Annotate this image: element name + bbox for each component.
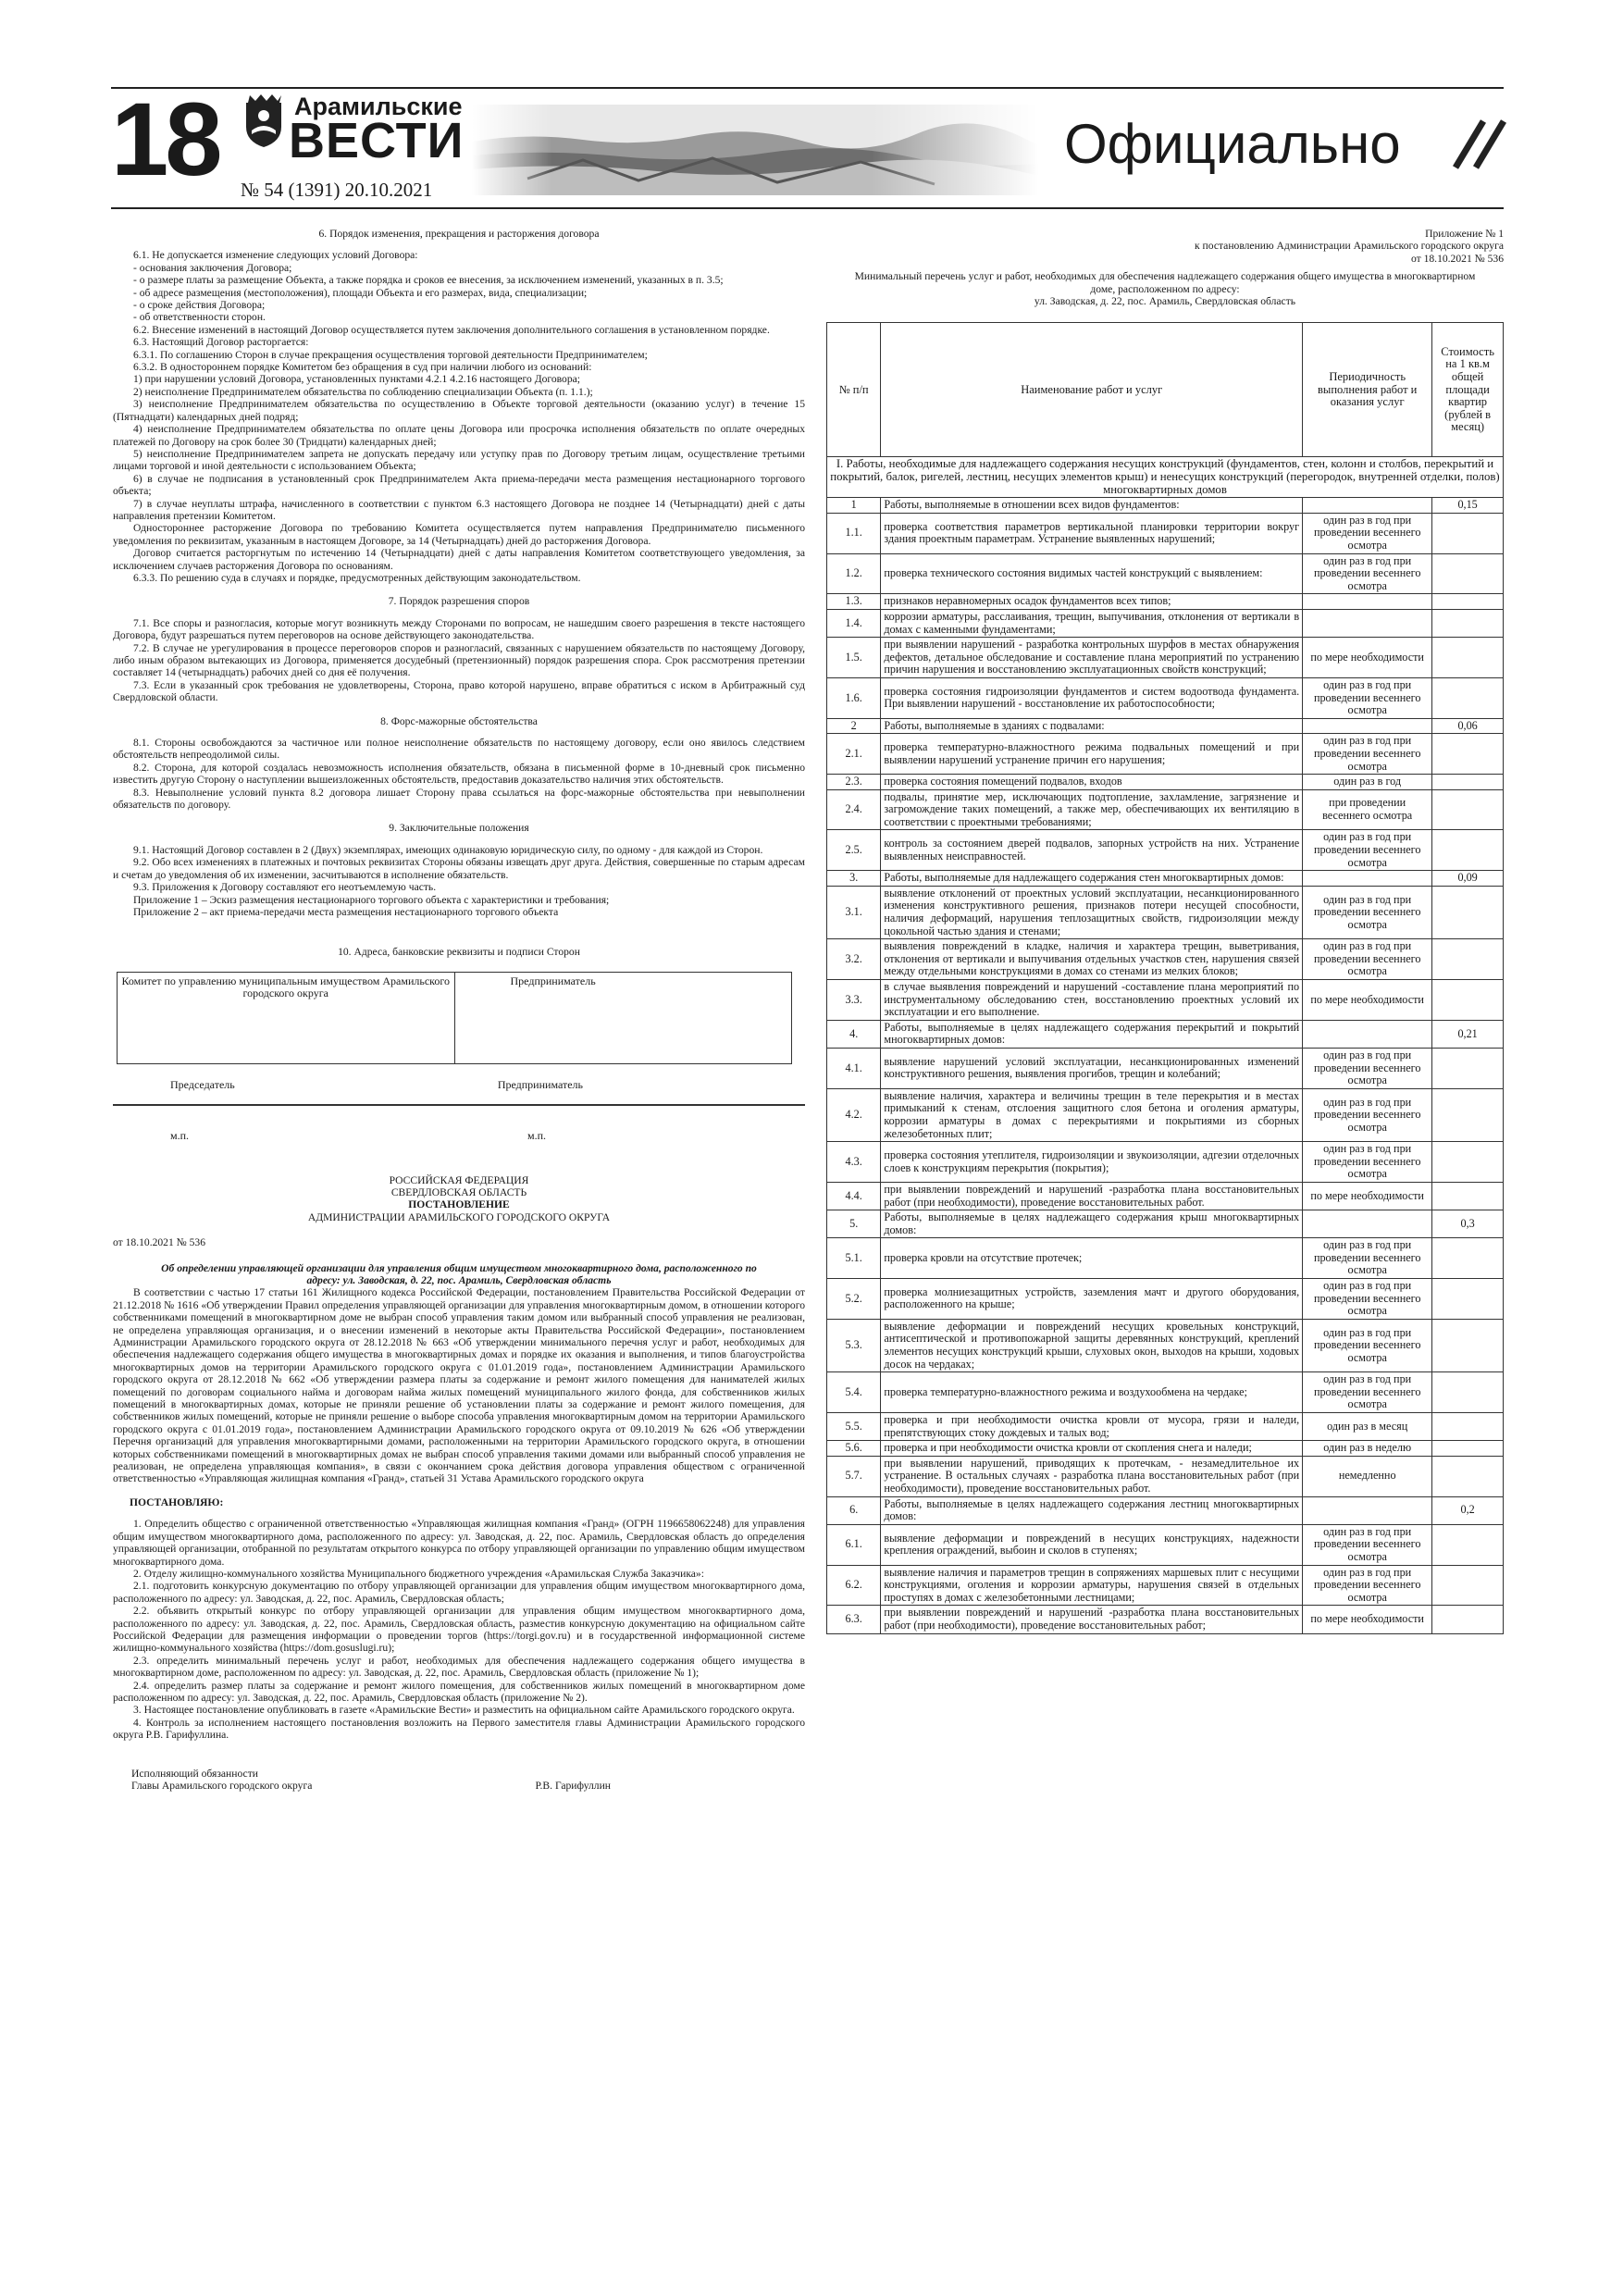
cell-number: 3.2. bbox=[827, 939, 881, 980]
cell-periodicity: один раз в год bbox=[1303, 775, 1432, 790]
cell-periodicity: один раз в год при проведении весеннего осмотра bbox=[1303, 886, 1432, 938]
table-row bbox=[827, 1088, 1504, 1141]
cell-cost bbox=[1432, 789, 1504, 830]
cell-periodicity: по мере необходимости bbox=[1303, 980, 1432, 1021]
cell-number: 1.4. bbox=[827, 609, 881, 637]
decree-resolve: ПОСТАНОВЛЯЮ: bbox=[130, 1496, 224, 1508]
cell-name: проверка состояния утеплителя, гидроизоляции и звукоизоляции, адгезии отделочных слоев к конструкциям перекрытия (покрытия); bbox=[881, 1142, 1303, 1183]
section-8-body bbox=[113, 737, 805, 811]
cell-cost bbox=[1432, 830, 1504, 871]
cell-name: Работы, выполняемые для надлежащего содержания стен многоквартирных домов: bbox=[881, 871, 1303, 887]
cell-periodicity: один раз в год при проведении весеннего осмотра bbox=[1303, 677, 1432, 718]
cell-number: 5.6. bbox=[827, 1441, 881, 1457]
seal-label-left: м.п. bbox=[170, 1129, 190, 1143]
cell-cost bbox=[1432, 609, 1504, 637]
cell-cost bbox=[1432, 775, 1504, 790]
section-10-title: 10. Адреса, банковские реквизиты и подписи Сторон bbox=[338, 946, 580, 959]
cell-periodicity bbox=[1303, 1020, 1432, 1048]
cell-number: 2 bbox=[827, 718, 881, 734]
decree-date: от 18.10.2021 № 536 bbox=[113, 1236, 206, 1249]
cell-periodicity: один раз в год при проведении весеннего осмотра bbox=[1303, 1238, 1432, 1279]
paragraph: 9.2. Обо всех изменениях в платежных и почтовых реквизитах Стороны обязаны извещать друг друга. Действия, совершенные по старым адресам и счетам до уведомления об их изменении, засчитываются в исполнение обязательств. bbox=[113, 856, 805, 881]
paragraph: 8.2. Сторона, для которой создалась невозможность исполнения обязательств, обязана в письменной форме в 10-дневный срок письменно известить другую Сторону о наступлении вышеизложенных обстоятельств, предоставив доказательство наличия этих обстоятельств. bbox=[113, 761, 805, 787]
page-number: 18 bbox=[111, 81, 219, 197]
seal-label-right: м.п. bbox=[527, 1129, 546, 1143]
paragraph: 2.2. объявить открытый конкурс по отбору управляющей организации для управления общим имуществом многоквартирного дома, расположенного по адресу: ул. Заводская, д. 22, пос. Арамиль, Свердловская область, разместив конкурсную документацию на официальном сайте Российской Федерации для размещения информации о проведении торгов (https://torgi.gov.ru) и в государственной информационной системе жилищно-коммунального хозяйства (https://dom.gosuslugi.ru); bbox=[113, 1605, 805, 1655]
seal-labels bbox=[113, 1130, 805, 1142]
appendix-ref: к постановлению Администрации Арамильского городского округа bbox=[1195, 240, 1504, 253]
cell-cost bbox=[1432, 1372, 1504, 1413]
cell-number: 3.3. bbox=[827, 980, 881, 1021]
paragraph: Одностороннее расторжение Договора по требованию Комитета осуществляется путем направления Предпринимателю письменного уведомления по реквизитам, указанным в настоящем Договоре, за 14 (Четырнадцать) дней до расторжения Договора. bbox=[113, 522, 805, 547]
cell-name: контроль за состоянием дверей подвалов, запорных устройств на них. Устранение выявленных неисправностей. bbox=[881, 830, 1303, 871]
paragraph: - о сроке действия Договора; bbox=[133, 299, 266, 312]
table-row bbox=[827, 1182, 1504, 1210]
cell-number: 1.3. bbox=[827, 594, 881, 610]
table-row bbox=[827, 1496, 1504, 1524]
cell-name: проверка состояния помещений подвалов, входов bbox=[881, 775, 1303, 790]
paragraph: 6.1. Не допускается изменение следующих условий Договора: bbox=[133, 249, 418, 262]
paragraph: 5) неисполнение Предпринимателем запрета не допускать передачу или уступку прав по Договору третьим лицам, осуществление третьими лицами торговой и иной деятельности с использованием Объекта; bbox=[113, 447, 805, 473]
paragraph: 7.2. В случае не урегулирования в процессе переговоров споров и разногласий, связанных с нарушением обязательств по настоящему Договору, либо иным образом вытекающих из Договора, применяется досудебный (претензионный) порядок разрешения спора. Срок рассмотрения претензии составляет 14 (четырнадцать) рабочих дней со дня её получения. bbox=[113, 641, 805, 679]
table-row bbox=[827, 553, 1504, 594]
decree-header bbox=[113, 1174, 805, 1224]
paragraph: 6.3.3. По решению суда в случаях и порядке, предусмотренных действующим законодательством. bbox=[133, 571, 581, 584]
cell-number: 5.4. bbox=[827, 1372, 881, 1413]
cell-cost bbox=[1432, 594, 1504, 610]
issue-number: № 54 (1391) 20.10.2021 bbox=[241, 179, 433, 201]
table-row bbox=[827, 498, 1504, 514]
table-row bbox=[827, 677, 1504, 718]
cell-number: 5.5. bbox=[827, 1413, 881, 1441]
table-row bbox=[827, 871, 1504, 887]
cell-name: проверка температурно-влажностного режима и воздухообмена на чердаке; bbox=[881, 1372, 1303, 1413]
cell-number: 4.3. bbox=[827, 1142, 881, 1183]
cell-cost: 0,3 bbox=[1432, 1210, 1504, 1238]
cell-periodicity bbox=[1303, 718, 1432, 734]
cell-name: при выявлении повреждений и нарушений -разработка плана восстановительных работ (при необходимости), проведение восстановительных работ; bbox=[881, 1606, 1303, 1633]
cell-cost bbox=[1432, 1413, 1504, 1441]
paragraph: Приложение 1 – Эскиз размещения нестационарного торгового объекта с характеристики и требования; bbox=[133, 893, 610, 906]
committee-cell: Комитет по управлению муниципальным имуществом Арамильского городского округа bbox=[118, 972, 455, 1063]
table-row bbox=[827, 513, 1504, 553]
cell-periodicity: один раз в месяц bbox=[1303, 1413, 1432, 1441]
cell-periodicity bbox=[1303, 609, 1432, 637]
cell-name: выявление наличия и параметров трещин в сопряжениях маршевых плит с несущими конструкциями, оголения и коррозии арматуры, нарушения связей в отдельных проступях в домах с железобетонными лестницами; bbox=[881, 1565, 1303, 1606]
section-9-body bbox=[113, 844, 805, 918]
cell-number: 5.2. bbox=[827, 1279, 881, 1320]
masthead-bottom-rule bbox=[111, 207, 1504, 209]
cell-name: выявление наличия, характера и величины трещин в теле перекрытия и в местах примыканий к стенам, отслоения защитного слоя бетона и оголения арматуры, коррозии арматуры в домах с перекрытиями и покрытиями из сборных железобетонных плит; bbox=[881, 1088, 1303, 1141]
paragraph: 4. Контроль за исполнением настоящего постановления возложить на Первого заместителя главы Администрации Арамильского городского округа Р.В. Гарифуллина. bbox=[113, 1716, 805, 1742]
entrepreneur-cell: Предприниматель bbox=[454, 972, 792, 1063]
paragraph: 9.3. Приложения к Договору составляют его неотъемлемую часть. bbox=[133, 881, 437, 894]
section-i-title: I. Работы, необходимые для надлежащего содержания несущих конструкций (фундаментов, стен, колонн и столбов, перекрытий и покрытий, балок, ригелей, лестниц, несущих элементов крыш) и ненесущих конструкций (перегородок, внутренней отделки, полов) многоквартирных домов bbox=[827, 457, 1504, 498]
cell-cost bbox=[1432, 638, 1504, 678]
paragraph: - основания заключения Договора; bbox=[133, 261, 292, 274]
decree-preamble: В соответствии с частью 17 статьи 161 Жилищного кодекса Российской Федерации, постановлением Правительства Российской Федерации от 21.12.2018 № 1616 «Об утверждении Правил определения управляющей организации для управления многоквартирным домом, в отношении которого собственниками помещений в многоквартирном доме не выбран способ управления таким домом или выбранный способ управления не реализован, не определена управляющая организация, и о внесении изменений в некоторые акты Правительства Российской Федерации», постановлением Администрации Арамильского городского округа от 28.12.2018 № 663 «Об утверждении минимального перечня услуг и работ, необходимых для обеспечения надлежащего содержания общего имущества в многоквартирных домах и порядке их оказания и выполнения, и типов благоустройства многоквартирных домов на территории Арамильского городского округа с 01.01.2019 года», постановлением Администрации Арамильского городского округа от 28.12.2018 № 662 «Об утверждении размера платы за содержание и ремонт жилого помещения для нанимателей жилых помещений по договорам социального найма и договорам найма жилых помещений муниципального жилого фонда, для собственников жилых помещений в многоквартирных домах, которые не приняли решение об установлении платы за содержание и ремонт жилого помещения, для собственников жилых помещений, которые не приняли решение о выборе способа управления многоквартирным домом на территории Арамильского городского округа с 01.01.2019 года», постановлением Администрации Арамильского городского округа от 09.10.2019 № 626 «Об утверждении Перечня организаций для управления многоквартирными домами, расположенными на территории Арамильского городского округа, в отношении которых собственниками помещений в многоквартирных домах не выбран способ управления такими домами или выбранный способ управления не реализован, не определена управляющая компания», в связи с окончанием срока действия договора управления обществом с ограниченной ответственностью «Управляющая жилищная компания «Гранд», статьей 31 Устава Арамильского городского округа bbox=[113, 1286, 805, 1485]
cell-cost: 0,06 bbox=[1432, 718, 1504, 734]
cell-name: при выявлении повреждений и нарушений -разработка плана восстановительных работ (при необходимости), проведение восстановительных работ. bbox=[881, 1182, 1303, 1210]
cell-periodicity: один раз в год при проведении весеннего осмотра bbox=[1303, 1048, 1432, 1088]
table-row bbox=[827, 1456, 1504, 1496]
table-row bbox=[827, 830, 1504, 871]
table-row bbox=[827, 594, 1504, 610]
cell-number: 5.1. bbox=[827, 1238, 881, 1279]
cell-periodicity bbox=[1303, 594, 1432, 610]
paragraph: Договор считается расторгнутым по истечению 14 (Четырнадцати) дней с даты направления Комитетом соответствующего уведомления, за исключением случаев расторжения Договора по основаниям. bbox=[113, 547, 805, 572]
cell-name: Работы, выполняемые в целях надлежащего содержания крыш многоквартирных домов: bbox=[881, 1210, 1303, 1238]
decree-items bbox=[113, 1518, 805, 1741]
decree-header-line: ПОСТАНОВЛЕНИЕ bbox=[408, 1198, 510, 1211]
header-periodicity: Периодичность выполнения работ и оказания услуг bbox=[1303, 323, 1432, 457]
cell-name: выявление отклонений от проектных условий эксплуатации, несанкционированного изменения конструктивного решения, признаков потери несущей способности, наличия деформаций, нарушения теплозащитных свойств, гидроизоляции между цокольной частью здания и стенами; bbox=[881, 886, 1303, 938]
cell-number: 6.1. bbox=[827, 1524, 881, 1565]
cell-cost: 0,2 bbox=[1432, 1496, 1504, 1524]
cell-cost bbox=[1432, 886, 1504, 938]
cell-cost bbox=[1432, 980, 1504, 1021]
right-column bbox=[826, 228, 1504, 1634]
cell-name: проверка технического состояния видимых частей конструкций с выявлением: bbox=[881, 553, 1303, 594]
cell-name: коррозии арматуры, расслаивания, трещин, выпучивания, отклонения от вертикали в домах с каменными фундаментами; bbox=[881, 609, 1303, 637]
cell-number: 4.2. bbox=[827, 1088, 881, 1141]
paragraph: - об ответственности сторон. bbox=[133, 311, 266, 324]
table-row bbox=[827, 1413, 1504, 1441]
cell-periodicity bbox=[1303, 1496, 1432, 1524]
cell-periodicity bbox=[1303, 498, 1432, 514]
cell-periodicity: один раз в год при проведении весеннего осмотра bbox=[1303, 1565, 1432, 1606]
paragraph: 6.3.2. В одностороннем порядке Комитетом без обращения в суд при наличии любого из оснований: bbox=[133, 361, 592, 374]
header-cost: Стоимость на 1 кв.м общей площади квартир (рублей в месяц) bbox=[1432, 323, 1504, 457]
cell-periodicity: один раз в год при проведении весеннего осмотра bbox=[1303, 1524, 1432, 1565]
cell-name: подвалы, принятие мер, исключающих подтопление, захламление, загрязнение и загромождение таких помещений, а также мер, обеспечивающих их вентиляцию в соответствии с проектными требованиями; bbox=[881, 789, 1303, 830]
cell-number: 5. bbox=[827, 1210, 881, 1238]
cell-number: 1 bbox=[827, 498, 881, 514]
list-title: Минимальный перечень услуг и работ, необходимых для обеспечения надлежащего содержания общего имущества в многоквартирном доме, расположенном по адресу: bbox=[854, 270, 1476, 295]
list-address: ул. Заводская, д. 22, пос. Арамиль, Свердловская область bbox=[1034, 295, 1296, 308]
table-row bbox=[827, 1048, 1504, 1088]
appendix-date: от 18.10.2021 № 536 bbox=[1410, 252, 1504, 265]
cell-name: проверка состояния гидроизоляции фундаментов и систем водоотвода фундамента. При выявлении нарушений - восстановление их работоспособности; bbox=[881, 677, 1303, 718]
cell-number: 6. bbox=[827, 1496, 881, 1524]
header-name: Наименование работ и услуг bbox=[881, 323, 1303, 457]
cell-cost: 0,21 bbox=[1432, 1020, 1504, 1048]
cell-name: выявление деформации и повреждений в несущих конструкциях, надежности крепления ограждений, выбоин и сколов в ступенях; bbox=[881, 1524, 1303, 1565]
left-column bbox=[113, 228, 805, 1792]
cell-number: 6.2. bbox=[827, 1565, 881, 1606]
cell-number: 2.5. bbox=[827, 830, 881, 871]
section-6-body bbox=[113, 249, 805, 584]
paragraph: 2) неисполнение Предпринимателем обязательства по соблюдению специализации Объекта (п. 1.1.); bbox=[133, 385, 593, 398]
paper-name-top: Арамильские bbox=[294, 93, 463, 120]
cell-periodicity: немедленно bbox=[1303, 1456, 1432, 1496]
paragraph: 7) в случае неуплаты штрафа, начисленного в соответствии с пунктом 6.3 настоящего Договора не позднее 14 (Четырнадцати) дней с даты направления претензии Комитетом. bbox=[113, 497, 805, 522]
paragraph: 7.1. Все споры и разногласия, которые могут возникнуть между Сторонами по вопросам, не нашедшим своего разрешения в тексте настоящего Договора, будут разрешаться путем переговоров на основе действующего законодательства. bbox=[113, 616, 805, 642]
cell-name: проверка соответствия параметров вертикальной планировки территории вокруг здания проектным параметрам. Устранение выявленных нарушений; bbox=[881, 513, 1303, 553]
table-row bbox=[827, 1606, 1504, 1633]
table-row bbox=[827, 1319, 1504, 1371]
section-8-title: 8. Форс-мажорные обстоятельства bbox=[380, 714, 538, 727]
signer-title-2: Главы Арамильского городского округа bbox=[131, 1780, 313, 1792]
cell-name: Работы, выполняемые в целях надлежащего содержания перекрытий и покрытий многоквартирных домов: bbox=[881, 1020, 1303, 1048]
table-header-row bbox=[827, 323, 1504, 457]
table-row bbox=[827, 886, 1504, 938]
paragraph: - о размере платы за размещение Объекта, а также порядка и сроков ее внесения, за исключением изменений, указанных в п. 3.5; bbox=[133, 274, 724, 287]
cell-cost bbox=[1432, 1048, 1504, 1088]
signature-line bbox=[113, 1104, 805, 1106]
paragraph: 6.3. Настоящий Договор расторгается: bbox=[133, 336, 309, 349]
cell-cost: 0,09 bbox=[1432, 871, 1504, 887]
cell-cost bbox=[1432, 1441, 1504, 1457]
cell-number: 4.1. bbox=[827, 1048, 881, 1088]
cell-number: 3.1. bbox=[827, 886, 881, 938]
paragraph: 4) неисполнение Предпринимателем обязательства по оплате цены Договора или просрочка исполнения обязательств по оплате очередных платежей по Договору на срок более 30 (Тридцати) календарных дней; bbox=[113, 423, 805, 448]
cell-periodicity: один раз в год при проведении весеннего осмотра bbox=[1303, 1088, 1432, 1141]
masthead bbox=[111, 81, 1504, 208]
paragraph: 3. Настоящее постановление опубликовать в газете «Арамильские Вести» и разместить на официальном сайте Арамильского городского округа. bbox=[133, 1704, 795, 1717]
table-row bbox=[827, 1020, 1504, 1048]
cell-cost: 0,15 bbox=[1432, 498, 1504, 514]
cell-periodicity bbox=[1303, 871, 1432, 887]
cell-periodicity: один раз в год при проведении весеннего осмотра bbox=[1303, 513, 1432, 553]
paragraph: 2. Отделу жилищно-коммунального хозяйства Муниципального бюджетного учреждения «Арамильская Служба Заказчика»: bbox=[133, 1567, 704, 1580]
cell-name: выявления повреждений в кладке, наличия и характера трещин, выветривания, отклонения от вертикали и выпучивания отдельных участков стен, нарушения связей между отдельными конструкциями в домах со стенами из мелких блоков; bbox=[881, 939, 1303, 980]
appendix-label: Приложение № 1 bbox=[1425, 228, 1504, 240]
cell-number: 2.4. bbox=[827, 789, 881, 830]
table-row bbox=[827, 939, 1504, 980]
paragraph: 9.1. Настоящий Договор составлен в 2 (Двух) экземплярах, имеющих одинаковую юридическую силу, по одному - для каждой из Сторон. bbox=[133, 843, 763, 856]
cell-number: 6.3. bbox=[827, 1606, 881, 1633]
decree-title: Об определении управляющей организации для управления общим имуществом многоквартирного дома, расположенного по адресу: ул. Заводская, д. 22, пос. Арамиль, Свердловская область bbox=[161, 1261, 757, 1286]
cell-name: Работы, выполняемые в целях надлежащего содержания лестниц многоквартирных домов: bbox=[881, 1496, 1303, 1524]
chair-label: Председатель bbox=[170, 1077, 235, 1091]
cell-name: проверка и при необходимости очистка кровли от скопления снега и наледи; bbox=[881, 1441, 1303, 1457]
services-table bbox=[826, 322, 1504, 1633]
table-row bbox=[827, 734, 1504, 775]
cell-cost bbox=[1432, 1238, 1504, 1279]
paragraph: 6.2. Внесение изменений в настоящий Договор осуществляется путем заключения дополнительного соглашения в установленном порядке. bbox=[133, 323, 770, 336]
cell-periodicity bbox=[1303, 1210, 1432, 1238]
cell-name: при выявлении нарушений, приводящих к протечкам, - незамедлительное их устранение. В остальных случаях - разработка плана восстановительных работ (при необходимости), проведение восстановительных работ. bbox=[881, 1456, 1303, 1496]
cell-number: 2.3. bbox=[827, 775, 881, 790]
table-row bbox=[827, 789, 1504, 830]
paragraph: Приложение 2 – акт приема-передачи места размещения нестационарного торгового объекта bbox=[133, 905, 559, 918]
cell-number: 1.1. bbox=[827, 513, 881, 553]
paragraph: - об адресе размещения (местоположения), площади Объекта и его размерах, вида, специализации; bbox=[133, 286, 588, 299]
cell-number: 1.6. bbox=[827, 677, 881, 718]
signer-line bbox=[131, 1780, 805, 1792]
cell-name: проверка температурно-влажностного режима подвальных помещений и при выявлении нарушений устранение причин его нарушения; bbox=[881, 734, 1303, 775]
signature-table bbox=[117, 972, 792, 1064]
cell-periodicity: один раз в год при проведении весеннего осмотра bbox=[1303, 734, 1432, 775]
cell-number: 3. bbox=[827, 871, 881, 887]
cell-name: Работы, выполняемые в зданиях с подвалами: bbox=[881, 718, 1303, 734]
header-number: № п/п bbox=[827, 323, 881, 457]
cell-cost bbox=[1432, 1088, 1504, 1141]
cell-cost bbox=[1432, 1142, 1504, 1183]
paragraph: 6.3.1. По соглашению Сторон в случае прекращения осуществления торговой деятельности Предпринимателем; bbox=[133, 348, 648, 361]
paragraph: 1) при нарушении условий Договора, установленных пунктами 4.2.1 4.2.16 настоящего Договора; bbox=[133, 373, 581, 386]
paragraph: 2.1. подготовить конкурсную документацию по отбору управляющей организации для управления общим имуществом многоквартирного дома, расположенного по адресу: ул. Заводская, д. 22, пос. Арамиль, Свердловская область; bbox=[113, 1580, 805, 1605]
cell-periodicity: один раз в год при проведении весеннего осмотра bbox=[1303, 553, 1432, 594]
signer-name: Р.В. Гарифуллин bbox=[535, 1780, 611, 1792]
section-7-title: 7. Порядок разрешения споров bbox=[388, 595, 530, 608]
cell-periodicity: по мере необходимости bbox=[1303, 1182, 1432, 1210]
table-row bbox=[827, 1372, 1504, 1413]
cell-cost bbox=[1432, 1524, 1504, 1565]
table-row bbox=[827, 1441, 1504, 1457]
cell-number: 2.1. bbox=[827, 734, 881, 775]
paragraph: 6) в случае не подписания в установленный срок Предпринимателем Акта приема-передачи места размещения нестационарного торгового объекта; bbox=[113, 472, 805, 498]
signer-title-1: Исполняющий обязанности bbox=[131, 1767, 258, 1780]
decree-signer bbox=[113, 1768, 805, 1793]
town-emblem-icon bbox=[242, 93, 285, 149]
decree-header-line: РОССИЙСКАЯ ФЕДЕРАЦИЯ bbox=[389, 1173, 529, 1186]
section-7-body bbox=[113, 617, 805, 704]
table-row bbox=[827, 718, 1504, 734]
paragraph: 7.3. Если в указанный срок требования не удовлетворены, Сторона, право которой нарушено, вправе обратиться с иском в Арбитражный суд Свердловской области. bbox=[113, 678, 805, 704]
cell-name: проверка молниезащитных устройств, заземления мачт и другого оборудования, расположенного на крыше; bbox=[881, 1279, 1303, 1320]
cell-periodicity: один раз в год при проведении весеннего осмотра bbox=[1303, 939, 1432, 980]
cell-cost bbox=[1432, 1565, 1504, 1606]
paragraph: 8.3. Невыполнение условий пункта 8.2 договора лишает Сторону права ссылаться на форс-мажорные обстоятельства при невыполнении обязательств по договору. bbox=[113, 786, 805, 812]
table-row bbox=[827, 1524, 1504, 1565]
cell-cost bbox=[1432, 1606, 1504, 1633]
cell-number: 1.5. bbox=[827, 638, 881, 678]
paper-name-main: ВЕСТИ bbox=[289, 113, 465, 168]
cell-cost bbox=[1432, 553, 1504, 594]
cell-name: при выявлении нарушений - разработка контрольных шурфов в местах обнаружения дефектов, детальное обследование и составление плана мероприятий по устранению причин нарушения и восстановлению эксплуатационных свойств конструкций; bbox=[881, 638, 1303, 678]
table-row bbox=[827, 775, 1504, 790]
cell-cost bbox=[1432, 1279, 1504, 1320]
cell-number: 1.2. bbox=[827, 553, 881, 594]
cell-periodicity: один раз в год при проведении весеннего осмотра bbox=[1303, 1319, 1432, 1371]
cell-cost bbox=[1432, 939, 1504, 980]
double-slash-icon bbox=[1448, 116, 1513, 171]
cell-cost bbox=[1432, 734, 1504, 775]
cell-periodicity: один раз в год при проведении весеннего осмотра bbox=[1303, 1372, 1432, 1413]
table-row bbox=[827, 1142, 1504, 1183]
table-row bbox=[827, 609, 1504, 637]
cell-number: 4. bbox=[827, 1020, 881, 1048]
decree-header-line: СВЕРДЛОВСКАЯ ОБЛАСТЬ bbox=[390, 1185, 527, 1198]
cell-name: проверка и при необходимости очистка кровли от мусора, грязи и наледи, препятствующих стоку дождевых и талых вод; bbox=[881, 1413, 1303, 1441]
signature-roles bbox=[113, 1079, 805, 1091]
section-row bbox=[827, 457, 1504, 498]
paragraph: 2.4. определить размер платы за содержание и ремонт жилого помещения, для собственников жилых помещений в многоквартирном доме расположенном по адресу: ул. Заводская, д. 22, пос. Арамиль, Свердловская область (приложение № 2). bbox=[113, 1679, 805, 1704]
entrepreneur-label: Предприниматель bbox=[497, 1077, 583, 1091]
landscape-banner-image bbox=[472, 105, 1138, 195]
cell-cost bbox=[1432, 513, 1504, 553]
table-row bbox=[827, 1238, 1504, 1279]
paragraph: 8.1. Стороны освобождаются за частичное или полное неисполнение обязательств по настоящему договору, если оно явилось следствием обстоятельств непреодолимой силы. bbox=[113, 737, 805, 762]
cell-periodicity: один раз в год при проведении весеннего осмотра bbox=[1303, 1142, 1432, 1183]
section-title: Официально bbox=[1064, 113, 1401, 175]
cell-name: Работы, выполняемые в отношении всех видов фундаментов: bbox=[881, 498, 1303, 514]
cell-periodicity: один раз в год при проведении весеннего осмотра bbox=[1303, 830, 1432, 871]
cell-number: 5.3. bbox=[827, 1319, 881, 1371]
cell-number: 5.7. bbox=[827, 1456, 881, 1496]
cell-cost bbox=[1432, 677, 1504, 718]
cell-periodicity: по мере необходимости bbox=[1303, 638, 1432, 678]
cell-number: 4.4. bbox=[827, 1182, 881, 1210]
table-row bbox=[827, 638, 1504, 678]
cell-cost bbox=[1432, 1456, 1504, 1496]
table-row bbox=[827, 1565, 1504, 1606]
cell-name: выявление нарушений условий эксплуатации, несанкционированных изменений конструктивного решения, выявления прогибов, трещин и колебаний; bbox=[881, 1048, 1303, 1088]
cell-periodicity: при проведении весеннего осмотра bbox=[1303, 789, 1432, 830]
cell-name: признаков неравномерных осадок фундаментов всех типов; bbox=[881, 594, 1303, 610]
cell-name: в случае выявления повреждений и нарушений -составление плана мероприятий по инструментальному обследованию стен, восстановлению проектных условий их эксплуатации и его выполнение. bbox=[881, 980, 1303, 1021]
paragraph: 2.3. определить минимальный перечень услуг и работ, необходимых для обеспечения надлежащего содержания общего имущества в многоквартирном доме, расположенном по адресу: ул. Заводская, д. 22, пос. Арамиль, Свердловская область (приложение № 1); bbox=[113, 1654, 805, 1680]
table-row bbox=[827, 1210, 1504, 1238]
table-row bbox=[827, 1279, 1504, 1320]
cell-periodicity: по мере необходимости bbox=[1303, 1606, 1432, 1633]
section-6-title: 6. Порядок изменения, прекращения и расторжения договора bbox=[318, 228, 600, 240]
cell-name: проверка кровли на отсутствие протечек; bbox=[881, 1238, 1303, 1279]
table-row bbox=[827, 980, 1504, 1021]
cell-periodicity: один раз в год при проведении весеннего осмотра bbox=[1303, 1279, 1432, 1320]
decree-header-line: АДМИНИСТРАЦИИ АРАМИЛЬСКОГО ГОРОДСКОГО ОКРУГА bbox=[307, 1210, 611, 1223]
cell-cost bbox=[1432, 1319, 1504, 1371]
cell-cost bbox=[1432, 1182, 1504, 1210]
paragraph: 1. Определить общество с ограниченной ответственностью «Управляющая жилищная компания «Гранд» (ОГРН 1196658062248) для управления общим имуществом многоквартирного дома, расположенного по адресу: ул. Заводская, д. 22, пос. Арамиль, Свердловская область до определения управляющей организации, отобранной по результатам открытого конкурса по отбору управляющей организации по управлению общим имуществом многоквартирного дома. bbox=[113, 1518, 805, 1568]
cell-name: выявление деформации и повреждений несущих кровельных конструкций, антисептической и противопожарной защиты деревянных конструкций, креплений элементов несущих конструкций крыши, слуховых окон, выходов на крыши, ходовых досок на чердаках; bbox=[881, 1319, 1303, 1371]
section-9-title: 9. Заключительные положения bbox=[389, 822, 529, 835]
paragraph: 3) неисполнение Предпринимателем обязательства по осуществлению в Объекте торговой деятельности (оказанию услуг) в течение 15 (Пятнадцати) календарных дней подряд; bbox=[113, 398, 805, 423]
cell-periodicity: один раз в неделю bbox=[1303, 1441, 1432, 1457]
